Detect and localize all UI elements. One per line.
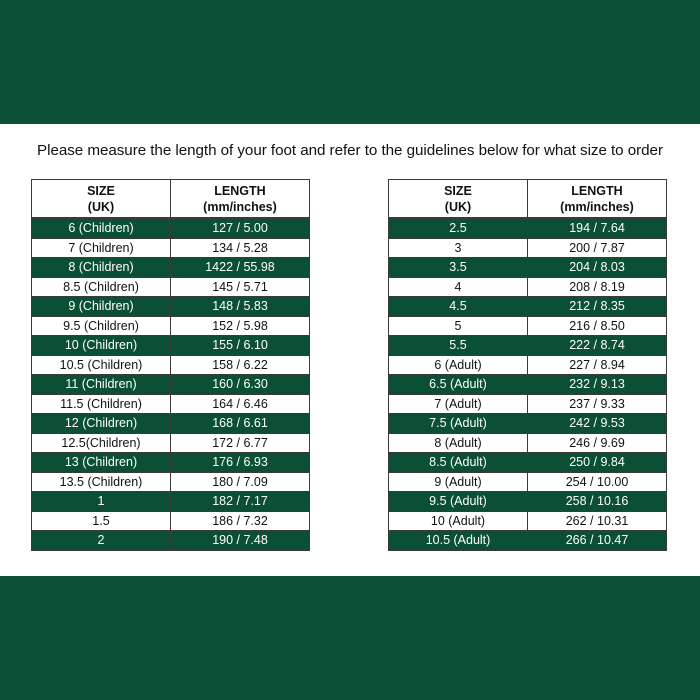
size-header-line2: (UK) [444,199,472,214]
size-cell: 10 (Children) [32,336,171,356]
size-cell: 9 (Adult) [389,472,528,492]
size-cell: 2.5 [389,218,528,238]
length-cell: 258 / 10.16 [528,492,667,512]
instruction-text: Please measure the length of your foot and refer to the guidelines below for what size to order [37,142,663,159]
table-row [32,238,310,258]
table-row [32,297,310,317]
length-cell: 1422 / 55.98 [171,258,310,278]
left-table-body [32,218,310,550]
length-cell: 148 / 5.83 [171,297,310,317]
table-row [32,414,310,434]
size-cell: 13.5 (Children) [32,472,171,492]
size-cell: 10.5 (Adult) [389,531,528,551]
size-cell: 12.5(Children) [32,433,171,453]
length-cell: 254 / 10.00 [528,472,667,492]
length-cell: 262 / 10.31 [528,511,667,531]
table-row [32,511,310,531]
size-cell: 9.5 (Children) [32,316,171,336]
table-row [389,511,667,531]
size-header-line2: (UK) [87,199,115,214]
length-column-header [528,180,667,219]
table-row [32,394,310,414]
table-row [32,316,310,336]
size-chart-table-right [388,179,667,551]
size-header-line1: SIZE [87,183,115,198]
table-row [389,433,667,453]
length-cell: 158 / 6.22 [171,355,310,375]
table-row [389,277,667,297]
length-cell: 194 / 7.64 [528,218,667,238]
table-row [389,238,667,258]
length-cell: 182 / 7.17 [171,492,310,512]
size-cell: 4 [389,277,528,297]
size-cell: 9 (Children) [32,297,171,317]
table-row [389,218,667,238]
table-row [389,258,667,278]
table-row [32,375,310,395]
length-cell: 134 / 5.28 [171,238,310,258]
size-cell: 8.5 (Adult) [389,453,528,473]
size-cell: 6.5 (Adult) [389,375,528,395]
size-cell: 7.5 (Adult) [389,414,528,434]
table-row [32,258,310,278]
length-cell: 227 / 8.94 [528,355,667,375]
size-cell: 8.5 (Children) [32,277,171,297]
length-cell: 212 / 8.35 [528,297,667,317]
table-row [32,472,310,492]
length-cell: 222 / 8.74 [528,336,667,356]
size-cell: 1 [32,492,171,512]
length-cell: 237 / 9.33 [528,394,667,414]
size-cell: 11 (Children) [32,375,171,395]
length-column-header [171,180,310,219]
size-cell: 10 (Adult) [389,511,528,531]
table-row [389,453,667,473]
length-cell: 145 / 5.71 [171,277,310,297]
bottom-green-banner [0,576,700,700]
length-cell: 232 / 9.13 [528,375,667,395]
size-cell: 6 (Children) [32,218,171,238]
size-cell: 2 [32,531,171,551]
size-cell: 3.5 [389,258,528,278]
table-row [389,375,667,395]
right-table-body [389,218,667,550]
length-cell: 250 / 9.84 [528,453,667,473]
table-header-row [389,180,667,219]
length-cell: 168 / 6.61 [171,414,310,434]
size-cell: 7 (Adult) [389,394,528,414]
size-cell: 1.5 [32,511,171,531]
length-cell: 208 / 8.19 [528,277,667,297]
size-cell: 3 [389,238,528,258]
size-cell: 13 (Children) [32,453,171,473]
length-cell: 155 / 6.10 [171,336,310,356]
table-row [389,531,667,551]
length-cell: 176 / 6.93 [171,453,310,473]
length-cell: 172 / 6.77 [171,433,310,453]
size-cell: 5 [389,316,528,336]
table-row [389,355,667,375]
length-cell: 266 / 10.47 [528,531,667,551]
table-row [389,336,667,356]
size-cell: 5.5 [389,336,528,356]
table-row [32,492,310,512]
length-cell: 246 / 9.69 [528,433,667,453]
length-cell: 204 / 8.03 [528,258,667,278]
size-column-header [32,180,171,219]
table-row [389,492,667,512]
size-column-header [389,180,528,219]
size-header-line1: SIZE [444,183,472,198]
size-cell: 6 (Adult) [389,355,528,375]
size-cell: 9.5 (Adult) [389,492,528,512]
table-row [389,414,667,434]
table-row [389,297,667,317]
table-header-row [32,180,310,219]
size-cell: 4.5 [389,297,528,317]
length-header-line1: LENGTH [571,183,623,198]
table-row [32,453,310,473]
length-cell: 216 / 8.50 [528,316,667,336]
length-cell: 200 / 7.87 [528,238,667,258]
size-cell: 7 (Children) [32,238,171,258]
table-row [389,472,667,492]
size-cell: 11.5 (Children) [32,394,171,414]
length-header-line2: (mm/inches) [560,199,634,214]
table-row [32,277,310,297]
length-cell: 160 / 6.30 [171,375,310,395]
table-row [32,531,310,551]
length-cell: 180 / 7.09 [171,472,310,492]
table-row [32,218,310,238]
table-row [389,394,667,414]
length-cell: 127 / 5.00 [171,218,310,238]
length-header-line2: (mm/inches) [203,199,277,214]
top-green-banner [0,0,700,124]
table-row [32,336,310,356]
table-row [389,316,667,336]
length-cell: 152 / 5.98 [171,316,310,336]
size-cell: 12 (Children) [32,414,171,434]
table-row [32,433,310,453]
length-cell: 190 / 7.48 [171,531,310,551]
length-cell: 242 / 9.53 [528,414,667,434]
size-cell: 8 (Adult) [389,433,528,453]
length-cell: 164 / 6.46 [171,394,310,414]
length-header-line1: LENGTH [214,183,266,198]
table-row [32,355,310,375]
length-cell: 186 / 7.32 [171,511,310,531]
size-chart-table-left [31,179,310,551]
size-cell: 8 (Children) [32,258,171,278]
size-cell: 10.5 (Children) [32,355,171,375]
